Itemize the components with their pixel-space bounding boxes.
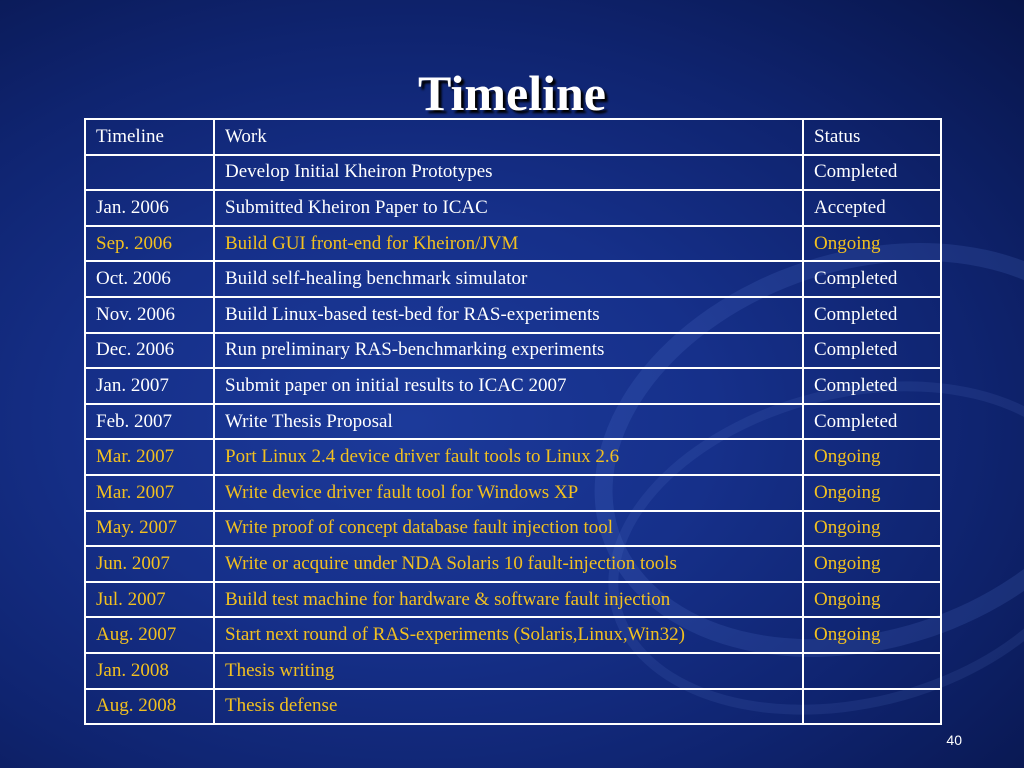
cell-date: Oct. 2006 [85, 261, 214, 297]
cell-status: Completed [803, 297, 941, 333]
cell-status: Ongoing [803, 226, 941, 262]
cell-date: Sep. 2006 [85, 226, 214, 262]
cell-status: Ongoing [803, 546, 941, 582]
cell-work: Write proof of concept database fault injection tool [214, 511, 803, 547]
table-row [85, 155, 941, 191]
table-row [85, 297, 941, 333]
cell-work: Write Thesis Proposal [214, 404, 803, 440]
cell-work: Run preliminary RAS-benchmarking experiments [214, 333, 803, 369]
cell-status: Accepted [803, 190, 941, 226]
cell-work: Develop Initial Kheiron Prototypes [214, 155, 803, 191]
cell-date: Jan. 2008 [85, 653, 214, 689]
cell-status: Ongoing [803, 439, 941, 475]
cell-work: Start next round of RAS-experiments (Solaris,Linux,Win32) [214, 617, 803, 653]
cell-date [85, 155, 214, 191]
cell-date: Mar. 2007 [85, 439, 214, 475]
page-number: 40 [946, 732, 962, 748]
cell-status: Ongoing [803, 617, 941, 653]
cell-work: Write or acquire under NDA Solaris 10 fault-injection tools [214, 546, 803, 582]
cell-status: Completed [803, 261, 941, 297]
cell-work: Build Linux-based test-bed for RAS-experiments [214, 297, 803, 333]
cell-work: Write device driver fault tool for Windows XP [214, 475, 803, 511]
table-header-row [85, 119, 941, 155]
cell-work: Submit paper on initial results to ICAC 2007 [214, 368, 803, 404]
cell-work: Thesis writing [214, 653, 803, 689]
cell-work: Build GUI front-end for Kheiron/JVM [214, 226, 803, 262]
header-status: Status [803, 119, 941, 155]
cell-date: Jan. 2006 [85, 190, 214, 226]
table-row [85, 511, 941, 547]
table-row [85, 617, 941, 653]
cell-status: Completed [803, 404, 941, 440]
table-row [85, 261, 941, 297]
cell-status: Ongoing [803, 475, 941, 511]
cell-date: Feb. 2007 [85, 404, 214, 440]
table-row [85, 439, 941, 475]
table-row [85, 582, 941, 618]
cell-status: Completed [803, 333, 941, 369]
cell-date: Dec. 2006 [85, 333, 214, 369]
cell-date: Jun. 2007 [85, 546, 214, 582]
timeline-table [84, 118, 942, 725]
cell-status: Completed [803, 155, 941, 191]
cell-status [803, 653, 941, 689]
table-row [85, 546, 941, 582]
cell-work: Build test machine for hardware & software fault injection [214, 582, 803, 618]
table-row [85, 653, 941, 689]
cell-date: Aug. 2008 [85, 689, 214, 725]
cell-status [803, 689, 941, 725]
cell-date: May. 2007 [85, 511, 214, 547]
table-row [85, 689, 941, 725]
cell-work: Submitted Kheiron Paper to ICAC [214, 190, 803, 226]
cell-date: Aug. 2007 [85, 617, 214, 653]
cell-work: Port Linux 2.4 device driver fault tools to Linux 2.6 [214, 439, 803, 475]
table-row [85, 368, 941, 404]
cell-date: Mar. 2007 [85, 475, 214, 511]
cell-date: Nov. 2006 [85, 297, 214, 333]
header-timeline: Timeline [85, 119, 214, 155]
table-row [85, 190, 941, 226]
cell-status: Ongoing [803, 582, 941, 618]
cell-status: Completed [803, 368, 941, 404]
cell-status: Ongoing [803, 511, 941, 547]
table-row [85, 226, 941, 262]
cell-work: Build self-healing benchmark simulator [214, 261, 803, 297]
cell-date: Jul. 2007 [85, 582, 214, 618]
table-row [85, 404, 941, 440]
table-row [85, 333, 941, 369]
cell-date: Jan. 2007 [85, 368, 214, 404]
slide-title: Timeline [418, 65, 606, 121]
table-row [85, 475, 941, 511]
header-work: Work [214, 119, 803, 155]
cell-work: Thesis defense [214, 689, 803, 725]
